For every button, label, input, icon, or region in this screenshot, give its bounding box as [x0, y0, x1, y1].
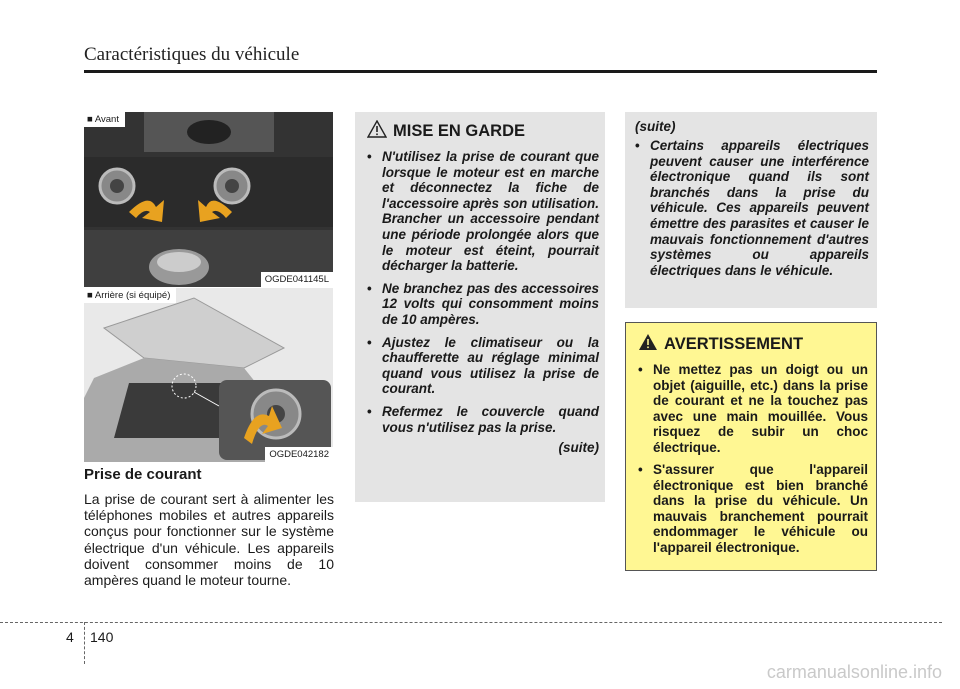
photo-rear-tag: ■ Arrière (si équipé): [84, 288, 176, 303]
list-item: • Ajustez le climatiseur ou la chaufferette au réglage minimal quand vous utilisez la prise de courant.: [367, 335, 599, 397]
list-item: • Certains appareils électriques peuvent causer une interférence électronique quand ils sont branchés dans la prise du véhicule. Ces appareils peuvent émettre des parasites et causer le mauvais fonctionnement d'autres systèmes ou appareils électriques dans le véhicule.: [635, 138, 869, 278]
continued-list: [635, 138, 869, 278]
caution-continued-box: [625, 112, 877, 308]
caution-heading-text: MISE EN GARDE: [393, 122, 526, 140]
rear-trunk-illustration: [84, 288, 333, 462]
continued-label: (suite): [635, 119, 676, 134]
header-rule: [84, 70, 877, 73]
warning-triangle-icon: [367, 120, 387, 143]
page-number: 140: [90, 629, 114, 645]
photo-front-tag: ■ Avant: [84, 112, 125, 127]
photo-rear-code: OGDE042182: [265, 447, 333, 462]
footer-rule: [0, 622, 942, 623]
list-item: • Ne branchez pas des accessoires 12 volts qui consomment moins de 10 ampères.: [367, 281, 599, 328]
list-item: • Refermez le couvercle quand vous n'utilisez pas la prise.: [367, 404, 599, 435]
chapter-number: 4: [66, 629, 74, 645]
warning-heading-text: AVERTISSEMENT: [664, 335, 804, 353]
caution-continued-label: (suite): [558, 440, 599, 456]
section-title: Prise de courant: [84, 466, 202, 483]
warning-heading: [638, 333, 868, 356]
front-console-illustration: [84, 112, 333, 287]
caution-heading: [367, 120, 599, 143]
photo-rear-power-outlet: [84, 288, 333, 462]
warning-triangle-icon: [638, 333, 658, 356]
caution-list: [367, 149, 599, 435]
list-item: • N'utilisez la prise de courant que lorsque le moteur est en marche et déconnectez la fiche de l'accessoire après son utilisation. Brancher un accessoire pendant une période prolongée alors que le moteur est éteint, pourrait décharger la batterie.: [367, 149, 599, 274]
list-item: • S'assurer que l'appareil électronique est bien branché dans la prise du véhicule. Un mauvais branchement pourrait endommager le véhicule ou l'appareil électronique.: [638, 462, 868, 555]
caution-box: [355, 112, 605, 502]
watermark: carmanualsonline.info: [766, 662, 942, 682]
warning-list: [638, 362, 868, 555]
footer-divider: [84, 622, 85, 664]
photo-front-code: OGDE041145L: [261, 272, 333, 287]
warning-box: [625, 322, 877, 571]
page-header-title: Caractéristiques du véhicule: [84, 44, 300, 65]
photo-front-power-outlets: [84, 112, 333, 287]
list-item: • Ne mettez pas un doigt ou un objet (aiguille, etc.) dans la prise de courant et ne la touchez pas avec une main mouillée. Vous risquez de subir un choc électrique.: [638, 362, 868, 455]
section-body-text: La prise de courant sert à alimenter les téléphones mobiles et autres appareils conçus pour fonctionner sur le système électrique d'un véhicule. Les appareils doivent consommer moins de 10 ampères quand le moteur tourne.: [84, 491, 334, 589]
